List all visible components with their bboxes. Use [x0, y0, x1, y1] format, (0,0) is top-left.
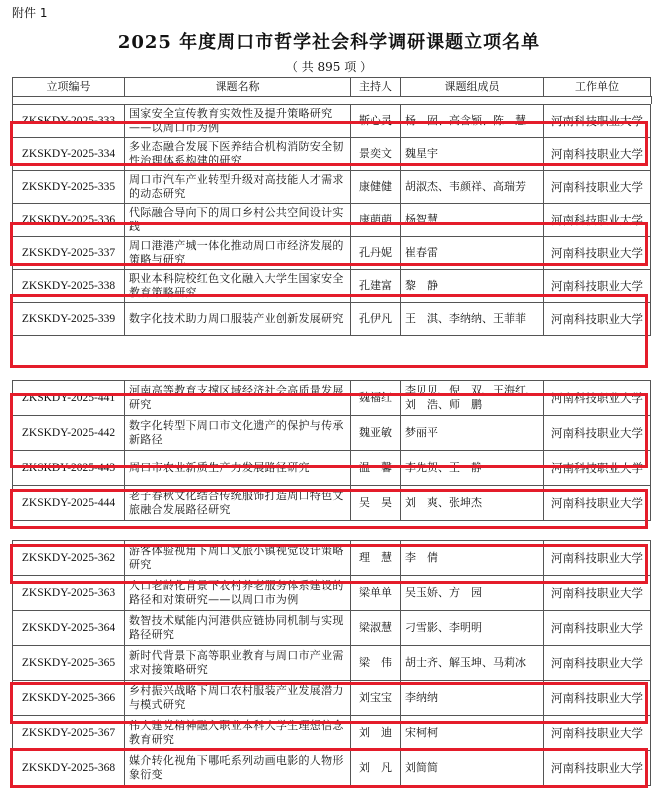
row-unit: 河南科技职业大学	[544, 541, 651, 576]
row-name: 人口老龄化背景下农村养老服务体系建设的路径和对策研究——以周口市为例	[125, 576, 351, 611]
row-members: 刘 爽、张坤杰	[401, 486, 544, 521]
row-members: 王 淇、李纳纳、王菲菲	[401, 303, 544, 336]
table-row	[13, 751, 651, 786]
row-unit: 河南科技职业大学	[544, 416, 651, 451]
header-members: 课题组成员	[401, 78, 544, 97]
row-host: 康萌萌	[351, 204, 401, 237]
row-host: 刘宝宝	[351, 681, 401, 716]
row-code: ZKSKDY-2025-333	[13, 105, 125, 138]
total-count: （ 共 895 项 ）	[285, 60, 373, 74]
row-name: 多业态融合发展下医养结合机构消防安全韧性治理体系构建的研究	[125, 138, 351, 171]
row-host: 魏福红	[351, 381, 401, 416]
row-name: 游客体验视角下周口文旅小镇视觉设计策略研究	[125, 541, 351, 576]
row-members: 崔春雷	[401, 237, 544, 270]
row-name: 新时代背景下高等职业教育与周口市产业需求对接策略研究	[125, 646, 351, 681]
row-unit: 河南科技职业大学	[544, 171, 651, 204]
row-host: 康健健	[351, 171, 401, 204]
row-code: ZKSKDY-2025-334	[13, 138, 125, 171]
row-name: 乡村振兴战略下周口农村服装产业发展潜力与模式研究	[125, 681, 351, 716]
row-members: 刘简简	[401, 751, 544, 786]
row-code: ZKSKDY-2025-444	[13, 486, 125, 521]
rows-b	[13, 381, 651, 521]
row-members: 李贝贝、倪 双、王海红、刘 浩、师 鹏	[401, 381, 544, 416]
table-row	[13, 171, 651, 204]
row-host: 梁单单	[351, 576, 401, 611]
row-unit: 河南科技职业大学	[544, 270, 651, 303]
row-members: 李先贺、王 静	[401, 451, 544, 486]
row-name: 数智技术赋能内河港供应链协同机制与实现路径研究	[125, 611, 351, 646]
table-row	[13, 541, 651, 576]
table-row	[13, 486, 651, 521]
row-unit: 河南科技职业大学	[544, 303, 651, 336]
row-name: 伟大建党精神融入职业本科大学生理想信念教育研究	[125, 716, 351, 751]
row-unit: 河南科技职业大学	[544, 138, 651, 171]
row-members: 吴玉娇、方 园	[401, 576, 544, 611]
row-unit: 河南科技职业大学	[544, 716, 651, 751]
row-unit: 河南科技职业大学	[544, 576, 651, 611]
row-host: 孔伊凡	[351, 303, 401, 336]
table-row	[13, 105, 651, 138]
table-header-row	[13, 78, 651, 97]
table-row	[13, 681, 651, 716]
row-name: 国家安全宣传教育实效性及提升策略研究——以周口市为例	[125, 105, 351, 138]
table-row	[13, 303, 651, 336]
row-code: ZKSKDY-2025-441	[13, 381, 125, 416]
attachment-label: 附件 1	[12, 6, 48, 20]
row-code: ZKSKDY-2025-363	[13, 576, 125, 611]
row-members: 杨智慧	[401, 204, 544, 237]
row-code: ZKSKDY-2025-337	[13, 237, 125, 270]
row-name: 代际融合导向下的周口乡村公共空间设计实践	[125, 204, 351, 237]
table-row	[13, 270, 651, 303]
table-row	[13, 576, 651, 611]
row-code: ZKSKDY-2025-365	[13, 646, 125, 681]
table-segment-b	[12, 380, 651, 521]
row-unit: 河南科技职业大学	[544, 646, 651, 681]
row-name: 河南高等教育支撑区域经济社会高质量发展研究	[125, 381, 351, 416]
row-unit: 河南科技职业大学	[544, 751, 651, 786]
table-row	[13, 611, 651, 646]
header-name: 课题名称	[125, 78, 351, 97]
table-row	[13, 204, 651, 237]
table-row	[13, 716, 651, 751]
row-host: 靳心灵	[351, 105, 401, 138]
row-host: 梁 伟	[351, 646, 401, 681]
header-table	[12, 77, 651, 97]
row-members: 宋柯柯	[401, 716, 544, 751]
table-row	[13, 416, 651, 451]
row-members: 刁雪影、李明明	[401, 611, 544, 646]
header-code: 立项编号	[13, 78, 125, 97]
row-name: 职业本科院校红色文化融入大学生国家安全教育策略研究	[125, 270, 351, 303]
table-segment-a	[12, 104, 651, 336]
cropped-row-remnant	[12, 96, 652, 104]
row-code: ZKSKDY-2025-364	[13, 611, 125, 646]
row-host: 孔建富	[351, 270, 401, 303]
row-host: 刘 凡	[351, 751, 401, 786]
row-code: ZKSKDY-2025-338	[13, 270, 125, 303]
header-host: 主持人	[351, 78, 401, 97]
table-row	[13, 237, 651, 270]
row-host: 温 馨	[351, 451, 401, 486]
row-name: 周口市汽车产业转型升级对高技能人才需求的动态研究	[125, 171, 351, 204]
row-host: 梁淑慧	[351, 611, 401, 646]
row-host: 景奕文	[351, 138, 401, 171]
row-name: 数字化技术助力周口服装产业创新发展研究	[125, 303, 351, 336]
row-name: 数字化转型下周口市文化遗产的保护与传承新路径	[125, 416, 351, 451]
table-row	[13, 646, 651, 681]
row-code: ZKSKDY-2025-366	[13, 681, 125, 716]
row-host: 刘 迪	[351, 716, 401, 751]
row-code: ZKSKDY-2025-367	[13, 716, 125, 751]
row-code: ZKSKDY-2025-336	[13, 204, 125, 237]
row-host: 吴 昊	[351, 486, 401, 521]
row-members: 黎 静	[401, 270, 544, 303]
row-host: 孔丹妮	[351, 237, 401, 270]
row-unit: 河南科技职业大学	[544, 486, 651, 521]
row-members: 杨 囡、高含颖、陈 慧	[401, 105, 544, 138]
row-code: ZKSKDY-2025-335	[13, 171, 125, 204]
row-host: 魏亚敏	[351, 416, 401, 451]
row-host: 理 慧	[351, 541, 401, 576]
row-members: 胡淑杰、韦颜祥、高瑞芳	[401, 171, 544, 204]
row-code: ZKSKDY-2025-362	[13, 541, 125, 576]
row-unit: 河南科技职业大学	[544, 204, 651, 237]
row-members: 梦丽平	[401, 416, 544, 451]
row-name: 老子春秋文化结合传统服饰打造周口特色文旅融合发展路径研究	[125, 486, 351, 521]
document-title: 2025 年度周口市哲学社会科学调研课题立项名单	[117, 32, 541, 53]
table-segment-c	[12, 540, 651, 786]
row-code: ZKSKDY-2025-339	[13, 303, 125, 336]
row-members: 胡士齐、解玉坤、马莉冰	[401, 646, 544, 681]
row-unit: 河南科技职业大学	[544, 451, 651, 486]
row-unit: 河南科技职业大学	[544, 681, 651, 716]
row-name: 周口市农业新质生产力发展路径研究	[125, 451, 351, 486]
row-code: ZKSKDY-2025-442	[13, 416, 125, 451]
row-members: 魏星宇	[401, 138, 544, 171]
table-row	[13, 451, 651, 486]
row-members: 李 倩	[401, 541, 544, 576]
header-unit: 工作单位	[544, 78, 651, 97]
row-unit: 河南科技职业大学	[544, 237, 651, 270]
rows-c	[13, 541, 651, 786]
row-code: ZKSKDY-2025-368	[13, 751, 125, 786]
row-unit: 河南科技职业大学	[544, 105, 651, 138]
row-members: 李纳纳	[401, 681, 544, 716]
table-row	[13, 138, 651, 171]
row-code: ZKSKDY-2025-443	[13, 451, 125, 486]
row-name: 媒介转化视角下哪吒系列动画电影的人物形象衍变	[125, 751, 351, 786]
rows-a	[13, 105, 651, 336]
table-row	[13, 381, 651, 416]
row-unit: 河南科技职业大学	[544, 381, 651, 416]
row-unit: 河南科技职业大学	[544, 611, 651, 646]
row-name: 周口港港产城一体化推动周口市经济发展的策略与研究	[125, 237, 351, 270]
